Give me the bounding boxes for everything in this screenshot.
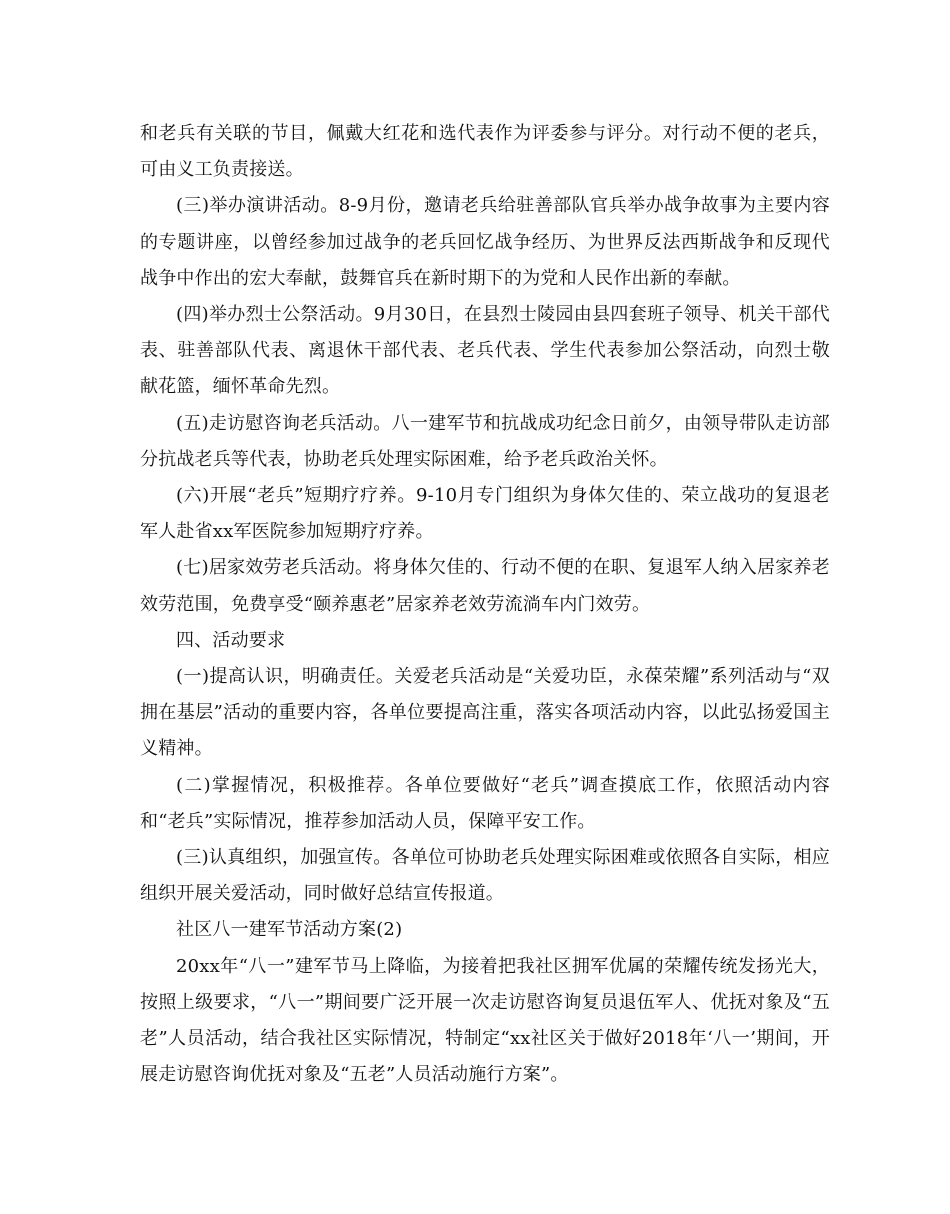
paragraph-recuperation: (六)开展“老兵”短期疗疗养。9-10月专门组织为身体欠佳的、荣立战功的复退老军人赴省xx军医院参加短期疗疗养。	[140, 485, 830, 543]
section-heading-requirements: 四、活动要求	[176, 629, 286, 651]
paragraph-home-service: (七)居家效劳老兵活动。将身体欠佳的、行动不便的在职、复退军人纳入居家养老效劳范围，免费享受“颐养惠老”居家养老效劳流淌车内门效劳。	[140, 557, 830, 615]
paragraph-martyr-memorial: (四)举办烈士公祭活动。9月30日，在县烈士陵园由县四套班子领导、机关干部代表、驻善部队代表、离退休干部代表、老兵代表、学生代表参加公祭活动，向烈士敬献花篮，缅怀革命先烈。	[140, 304, 830, 398]
section-heading-plan-2: 社区八一建军节活动方案(2)	[176, 919, 403, 941]
paragraph-raise-awareness: (一)提高认识，明确责任。关爱老兵活动是“关爱功臣，永葆荣耀”系列活动与“双拥在基层”活动的重要内容，各单位要提高注重，落实各项活动内容，以此弘扬爱国主义精神。	[140, 666, 830, 760]
paragraph-continuation: 和老兵有关联的节目，佩戴大红花和选代表作为评委参与评分。对行动不便的老兵，可由义工负责接送。	[140, 123, 830, 181]
document-body	[140, 116, 830, 1093]
paragraph-visit-veterans: (五)走访慰咨询老兵活动。八一建军节和抗战成功纪念日前夕，由领导带队走访部分抗战老兵等代表，协助老兵处理实际困难，给予老兵政治关怀。	[140, 412, 830, 470]
paragraph-organize-publicize: (三)认真组织，加强宣传。各单位可协助老兵处理实际困难或依照各自实际，相应组织开展关爱活动，同时做好总结宣传报道。	[140, 847, 830, 905]
paragraph-plan-intro: 20xx年“八一”建军节马上降临，为接着把我社区拥军优属的荣耀传统发扬光大，按照上级要求，“八一”期间要广泛开展一次走访慰咨询复员退伍军人、优抚对象及“五老”人员活动，结合我社区实际情况，特制定“xx社区关于做好2018年‘八一’期间，开展走访慰咨询优抚对象及“五老”人员活动施行方案”。	[140, 955, 830, 1086]
paragraph-grasp-situation: (二)掌握情况，积极推荐。各单位要做好“老兵”调查摸底工作，依照活动内容和“老兵”实际情况，推荐参加活动人员，保障平安工作。	[140, 774, 830, 832]
paragraph-speech-activity: (三)举办演讲活动。8-9月份，邀请老兵给驻善部队官兵举办战争故事为主要内容的专题讲座，以曾经参加过战争的老兵回忆战争经历、为世界反法西斯战争和反现代战争中作出的宏大奉献，鼓舞官兵在新时期下的为党和人民作出新的奉献。	[140, 195, 830, 289]
